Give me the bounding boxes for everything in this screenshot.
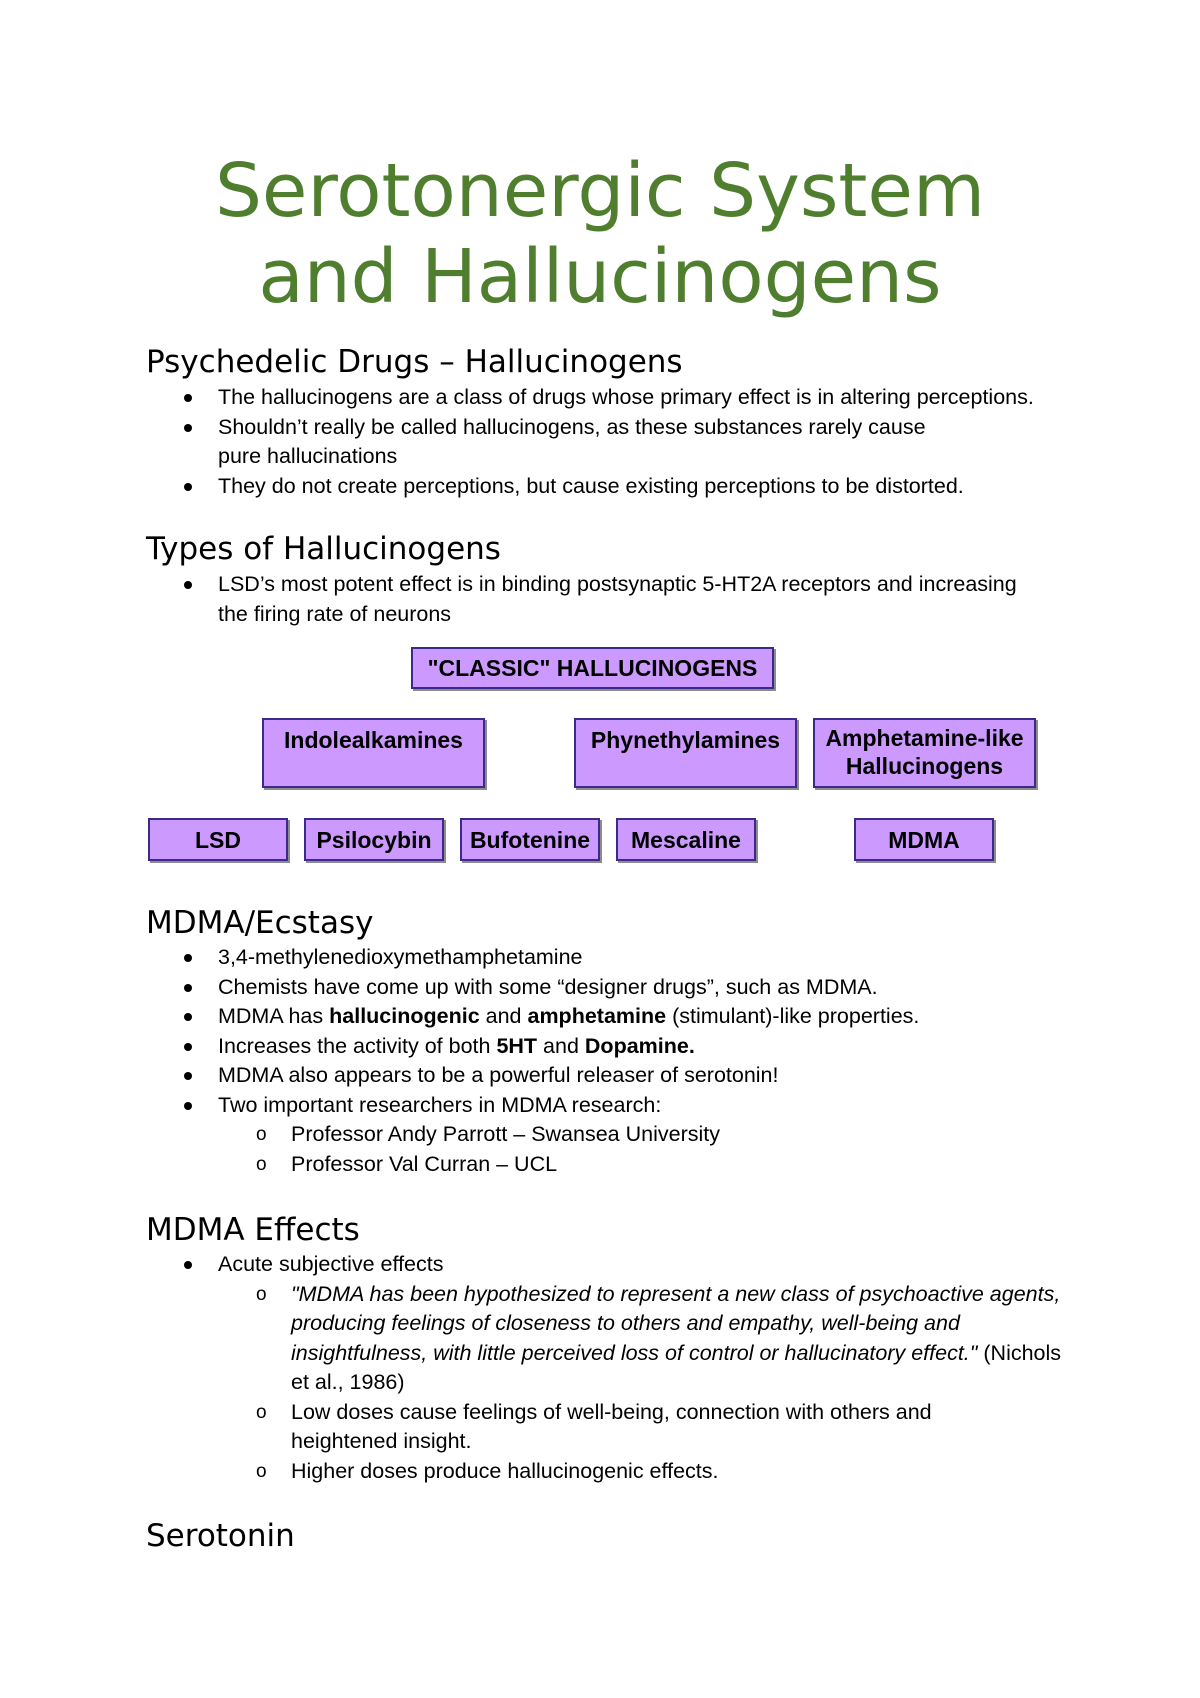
- category-indolealkamines: Indolealkamines: [262, 718, 485, 788]
- heading-mdma-ecstasy: MDMA/Ecstasy: [146, 905, 374, 941]
- heading-serotonin: Serotonin: [146, 1518, 295, 1554]
- list-item: They do not create perceptions, but cause existing perceptions to be distorted.: [146, 472, 1076, 502]
- text-run: Acute subjective effects: [218, 1252, 444, 1276]
- list-item: [146, 1002, 1076, 1032]
- text-run: Two important researchers in MDMA research:: [218, 1092, 662, 1117]
- drug-bufotenine: Bufotenine: [460, 818, 600, 861]
- list-item: The hallucinogens are a class of drugs whose primary effect is in altering perceptions.: [146, 383, 1076, 413]
- list-item: 3,4-methylenedioxymethamphetamine: [146, 943, 1076, 973]
- citation-text: (Nichols et al., 1986): [291, 1340, 1062, 1394]
- quote-text: "MDMA has been hypothesized to represent a new class of psychoactive agents, producing feelings of closeness to others and empathy, well-being and insightfulness, with little perceived loss of control or hallucinatory effect.": [291, 1281, 1061, 1365]
- title-line-2: and Hallucinogens: [258, 234, 942, 320]
- researcher-list: [218, 1120, 1076, 1179]
- list-item: [146, 1032, 1076, 1062]
- list-item: MDMA also appears to be a powerful releaser of serotonin!: [146, 1061, 1076, 1091]
- sub-list-item: o Professor Andy Parrott – Swansea University: [146, 1120, 1076, 1150]
- effects-bullet-list: [146, 1250, 1076, 1486]
- heading-types-of-hallucinogens: Types of Hallucinogens: [146, 531, 501, 567]
- title-line-1: Serotonergic System: [214, 148, 986, 234]
- list-item: Chemists have come up with some “designer drugs”, such as MDMA.: [146, 973, 1076, 1003]
- list-item: [146, 1091, 1076, 1180]
- category-amphetamine-like: Amphetamine-like Hallucinogens: [813, 718, 1036, 788]
- mdma-bullet-list: [146, 943, 1076, 1179]
- drug-psilocybin: Psilocybin: [304, 818, 444, 861]
- drug-mdma: MDMA: [854, 818, 994, 861]
- list-item: LSD’s most potent effect is in binding postsynaptic 5-HT2A receptors and increasing the firing rate of neurons: [146, 570, 1048, 629]
- text-run: Increases the activity of both: [218, 1033, 497, 1058]
- types-bullet-list: [146, 570, 1076, 629]
- list-item: [146, 1250, 1076, 1486]
- drug-lsd: LSD: [148, 818, 288, 861]
- bold-text: 5HT: [496, 1033, 538, 1058]
- sub-list-item: o Professor Val Curran – UCL: [146, 1150, 1076, 1180]
- heading-mdma-effects: MDMA Effects: [146, 1212, 360, 1248]
- text-run: and: [479, 1004, 528, 1028]
- sub-list-item: [146, 1280, 1066, 1398]
- effects-sub-list: [218, 1280, 1076, 1487]
- sub-list-item: o Low doses cause feelings of well-being, connection with others and heightened insight.: [146, 1398, 1011, 1457]
- psychedelic-bullet-list: [146, 383, 1076, 501]
- bold-text: hallucinogenic: [329, 1004, 480, 1028]
- heading-psychedelic-drugs: Psychedelic Drugs – Hallucinogens: [146, 344, 683, 380]
- sub-list-item: o Higher doses produce hallucinogenic effects.: [146, 1457, 1076, 1487]
- drug-mescaline: Mescaline: [616, 818, 756, 861]
- text-run: (stimulant)-like properties.: [666, 1004, 920, 1028]
- category-phynethylamines: Phynethylamines: [574, 718, 797, 788]
- text-run: MDMA has: [218, 1004, 330, 1028]
- bold-text: Dopamine.: [584, 1033, 695, 1058]
- diagram-root-box: "CLASSIC" HALLUCINOGENS: [411, 647, 774, 689]
- document-title: [0, 148, 1200, 320]
- list-item: Shouldn’t really be called hallucinogens, as these substances rarely cause pure hallucinations: [146, 413, 968, 472]
- bold-text: amphetamine: [527, 1004, 667, 1028]
- text-run: and: [537, 1033, 585, 1058]
